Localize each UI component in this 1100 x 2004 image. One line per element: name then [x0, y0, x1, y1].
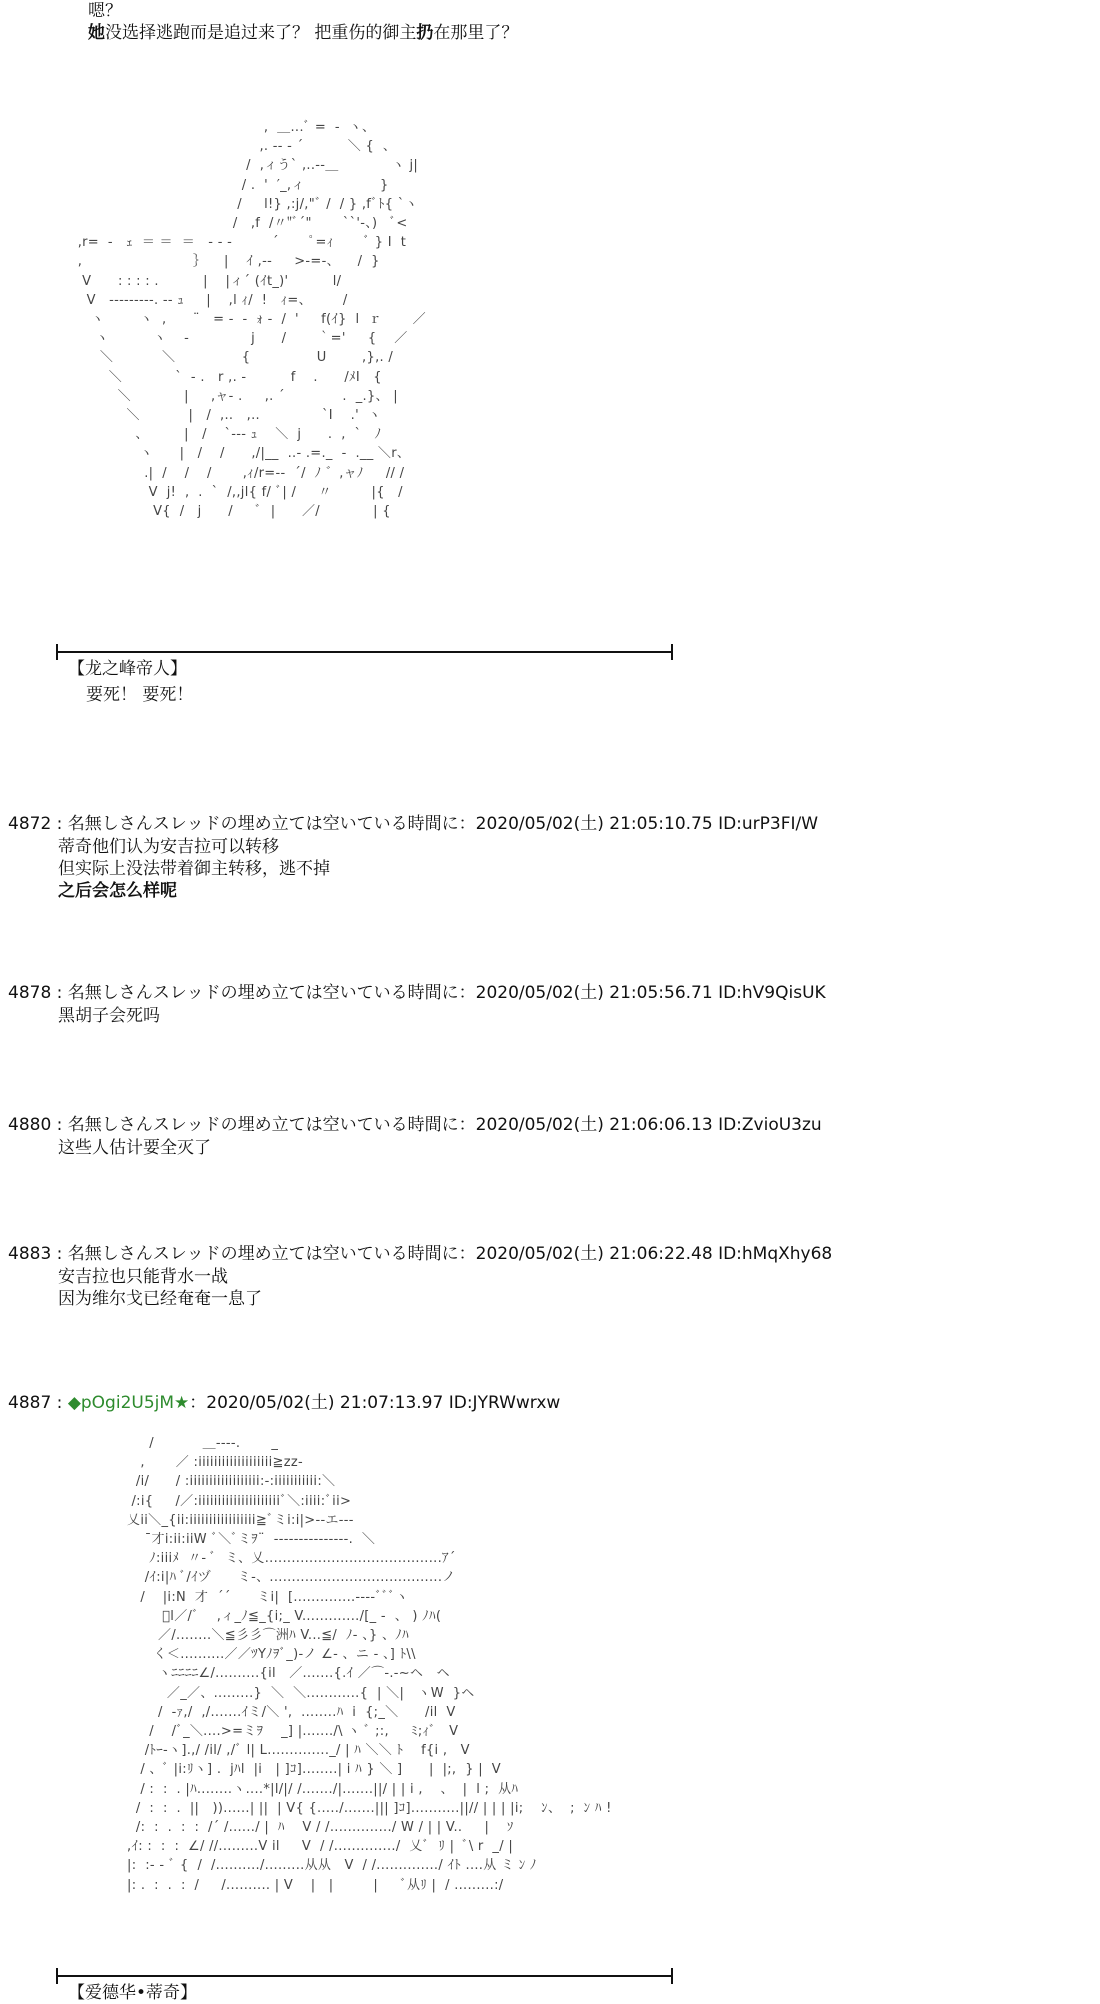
- post-4878-line-1: 黑胡子会死吗: [58, 1006, 160, 1026]
- post-4872-line-3: 之后会怎么样呢: [58, 881, 177, 901]
- ascii-art-teach: / ＿‐‐‐‐. _ , ／ :iiiiiiiiiiiiiiiiiii≧zz‐ /i/ / :iiiiiiiiiiiiiiiiii:-:iiiiiiiiiii:＼ /:i{ /／:iiiiiiiiiiiiiiiiiiiiiﾞ＼:iiii:ﾞii> 乂ii＼_{ii:iiiiiiiiiiiiiiiii≧ﾞミi:i|>-‐エ‐‐‐ ¯才i:ii:iiW ﾞ＼ﾞミｦ¨ ‐‐‐‐‐‐‐‐‐‐‐‐‐‐‐. ＼ ﾉ:iiiﾒ 〃‐ ﾞ ミ、乂........................................ｱ´ /ｲ:i|ﾊ ﾞ/ｲヅ ミ‐、.......................................ノ / |i:N 才 ´´ ミi| [..............‐‐‐‐ﾞﾞﾞヽ ﾞl／/ﾞ ,ィ_ﾉ≦_{i;_ V............./[_ - 、 ) ﾉﾊ( ／/........＼≦彡彡⌒洲ﾊ V...≦/ ﾉ‐ 、} 、ﾉﾊ く＜..........／／ﾂYﾉｦﾞ_)‐ノ ∠‐ 、ニ ‐ 、] ﾄ\\ ヽﾆﾆﾆﾆ∠/..........{il ／.......{.ｲ ／⌒‐.‐~ヘ ヘ ／_／、.........} ＼ ＼............{ | ＼| ヽW }ヘ / ‐ｧ,/ ,/.......ｲミ/＼ ', ........ﾊ i {;_＼ /il V / /ﾞ_＼....>=ミｦ _] |......./\ ヽ ﾞ ;:, ﾐ;ｨﾞ V /ﾄｰ‐ヽ].,/ /il/ ,/ﾞ l| L.............._/ | ﾊ ＼＼ ﾄ f{i , V / 、ﾞ |i:ﾘヽ] . jﾊl |i | ]ｺ]........| i ﾊ } ＼ ] | |;, } | V / : : . |ﾊ........ヽ....*|l/|/ /......./|.......||/ | | i , 、 | l ; 从ﾊ / : : . || ))......| || | V{ {...../.......||| ]ｺ]...........||// | | | |i; ﾝ、 ; ﾝ ﾊ ! /: : . : : /´ /....../ | ﾊ V / /............../ W / | | V.. | ｿ ,ｲ: : : : ∠/ //.........V il V / /............../ 乂ﾞ ﾘ | ﾞ\ r _/ | |: :‐ ‐ ﾞ { / /........../.........从从 V / /............../ ｲﾄ ....从 ミ ﾝ ﾉ |: . : . : / /.......... | V | | | ﾞ从ﾘ | / .........:/: [127, 1436, 612, 1893]
- post-4883-line-1: 安吉拉也只能背水一战: [58, 1267, 228, 1287]
- post-4887-prefix: 4887 :: [8, 1393, 68, 1413]
- intro-line-1: 嗯？: [88, 1, 122, 21]
- intro-mid: 没选择逃跑而是追过来了？ 把重伤的御主: [105, 23, 417, 43]
- intro-tail: 在那里了？: [433, 23, 519, 43]
- dragon-caption: 【龙之峰帝人】: [68, 659, 187, 679]
- divider-cap-left: [56, 644, 58, 660]
- teach-caption: 【爱德华•蒂奇】: [68, 1983, 198, 2003]
- post-header-4880: 4880 : 名無しさんスレッドの埋め立ては空いている時間に：2020/05/02(土) 21:06:06.13 ID:ZvioU3zu: [8, 1115, 822, 1135]
- intro-emph-end: 扔: [416, 23, 434, 43]
- divider-cap-right: [671, 644, 673, 660]
- post-4872-line-1: 蒂奇他们认为安吉拉可以转移: [58, 837, 279, 857]
- post-header-4878: 4878 : 名無しさんスレッドの埋め立ては空いている時間に：2020/05/02(土) 21:05:56.71 ID:hV9QisUK: [8, 983, 826, 1003]
- post-4872-line-2: 但实际上没法带着御主转移，逃不掉: [58, 859, 330, 879]
- intro-line-2: [88, 22, 518, 44]
- divider-cap-left: [56, 1968, 58, 1984]
- divider-rule-2: [56, 1975, 673, 1977]
- post-header-4883: 4883 : 名無しさんスレッドの埋め立ては空いている時間に：2020/05/02(土) 21:06:22.48 ID:hMqXhy68: [8, 1244, 833, 1264]
- intro-emph-start: 她: [88, 23, 105, 43]
- divider-cap-right: [671, 1968, 673, 1984]
- post-header-4887: [8, 1392, 560, 1414]
- dragon-dialogue: 要死！ 要死！: [86, 685, 194, 705]
- post-4883-line-2: 因为维尔戈已经奄奄一息了: [58, 1289, 262, 1309]
- post-4880-line-1: 这些人估计要全灭了: [58, 1138, 211, 1158]
- divider-rule-1: [56, 651, 673, 653]
- ascii-art-dragon: , ＿...ﾞ = - ヽ、 ,. -‐ - ´ ＼ { 、 / ,ィう` ,..‐‐＿ ヽ j| / . ' ′_,ィ } / l!} ,:j/,"ﾞ / / } ,fﾞﾄ{ `ヽ / ,f /〃"ﾞ´" ``'‐、) ﾞ< ,r= - ｪ ＝ ＝ ＝ - - ‐ ´ ﾟ=ｨ ﾞ } I t , ｝ | ｲ ,-‐ >-=‐、 / } V : : : : . | |ィ´ (ｲt_)' l/ V ‐‐‐‐‐‐‐‐‐. ‐‐ ｭ | ,l ｨ/ ! ｨ=、 / ヽ ヽ , ¨ = ‐ ‐ ｫ ‐ / ' f(ｲ} l ｒ ／ ヽ ヽ - j / ｀=' { ／ ＼ ＼ { U ,},. / ＼ ` ‐ . r ,. - f . /ﾒI { ＼ | ,ャ‐ . ,. ´ . _.}、 | ＼ | / ,.. ,.. `I .' ヽ 、 | / `‐‐‐ ｭ ＼ j . , ` ﾉ ヽ | / / ,/|__ ..‐ .=._ - .__ ＼r、 .| / / / ,ｨ/r=‐- ´/ ﾉ ゛,ャﾉ // / V j! , . ` /,,jl{ f/ ﾞ| / 〃 |{ / V{ / j / ﾞ | ／/ | {: [77, 120, 426, 520]
- post-4887-trip: ◆pOgi2U5jM★: [67, 1393, 190, 1413]
- post-4887-meta: ：2020/05/02(土) 21:07:13.97 ID:JYRWwrxw: [189, 1393, 561, 1413]
- post-header-4872: 4872 : 名無しさんスレッドの埋め立ては空いている時間に：2020/05/02(土) 21:05:10.75 ID:urP3FI/W: [8, 814, 819, 834]
